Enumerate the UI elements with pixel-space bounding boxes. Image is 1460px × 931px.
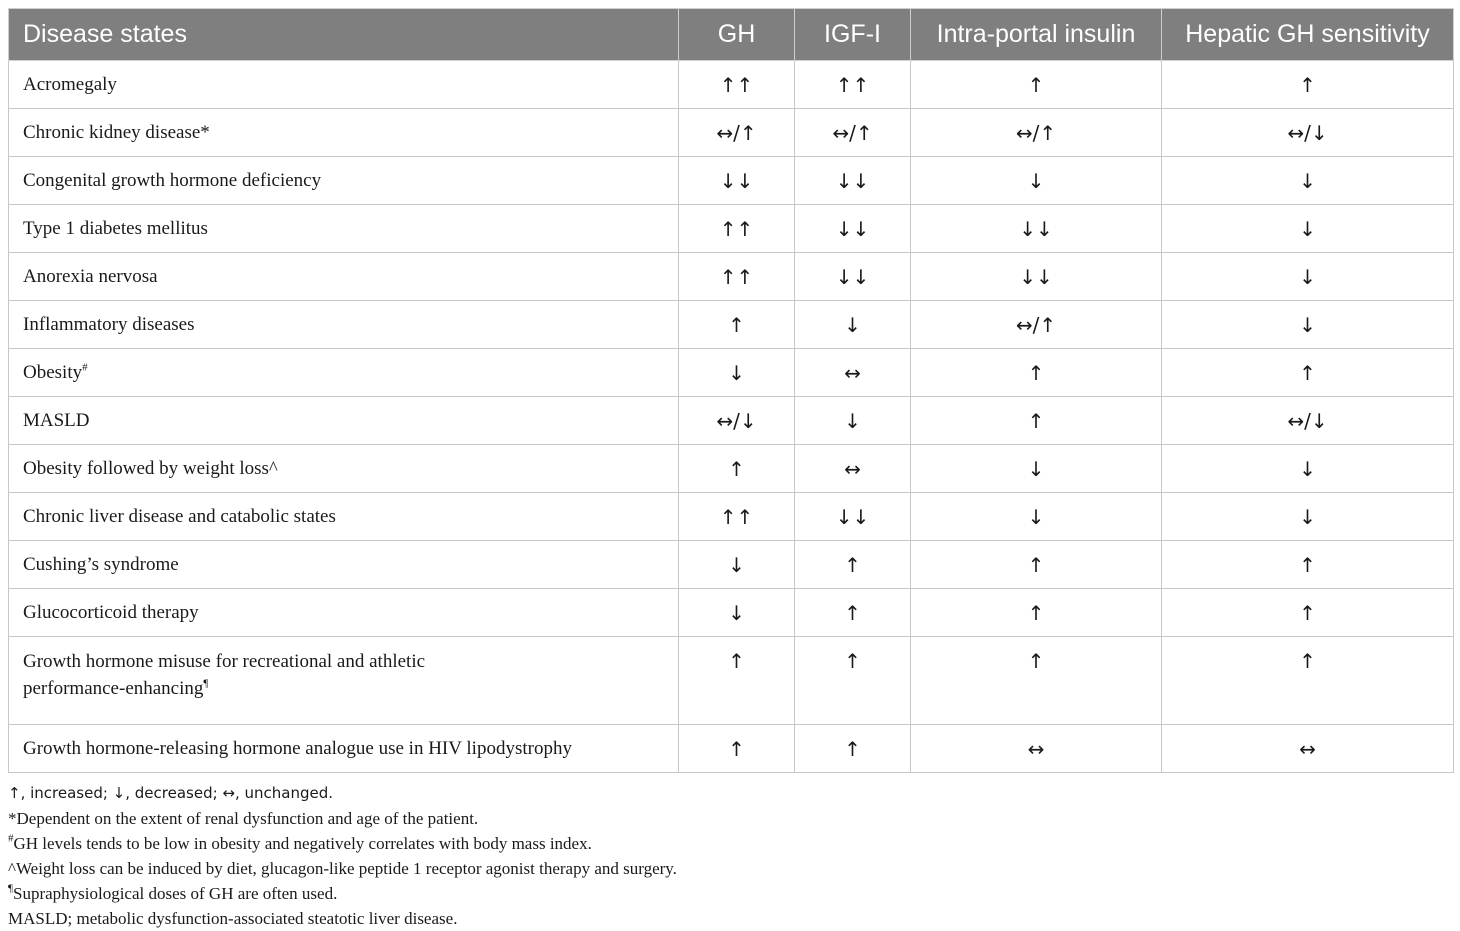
table-row [9,541,1454,589]
igf1-value: ↑ [795,541,911,589]
table-footnotes [8,781,1453,931]
insulin-value: ↓ [911,157,1162,205]
table-row [9,253,1454,301]
disease-name: Obesity followed by weight loss^ [9,445,679,493]
footnote-misuse: ¶Supraphysiological doses of GH are often used. [8,882,338,903]
sensitivity-value: ↑ [1162,589,1454,637]
igf1-value: ↑ [795,725,911,773]
sensitivity-value: ↑ [1162,61,1454,109]
insulin-value: ↑ [911,637,1162,725]
insulin-value: ↑ [911,61,1162,109]
gh-value: ↓ [679,349,795,397]
header-disease-states: Disease states [9,9,679,61]
sensitivity-value: ↔/↓ [1162,397,1454,445]
insulin-value: ↔ [911,725,1162,773]
table-row [9,205,1454,253]
gh-value: ↑↑ [679,493,795,541]
table-row [9,109,1454,157]
disease-name: Cushing’s syndrome [9,541,679,589]
sensitivity-value: ↓ [1162,205,1454,253]
footnote-legend: ↑, increased; ↓, decreased; ↔, unchanged. [8,784,334,802]
sensitivity-value: ↓ [1162,493,1454,541]
igf1-value: ↑ [795,637,911,725]
disease-name: Growth hormone misuse for recreational and athletic performance-enhancing¶ [9,637,679,725]
insulin-value: ↑ [911,349,1162,397]
insulin-value: ↓↓ [911,205,1162,253]
insulin-value: ↓ [911,445,1162,493]
gh-value: ↓ [679,541,795,589]
disease-name: Anorexia nervosa [9,253,679,301]
sensitivity-value: ↔ [1162,725,1454,773]
disease-name: Growth hormone-releasing hormone analogue use in HIV lipodystrophy [9,725,679,773]
gh-value: ↑↑ [679,205,795,253]
footnote-masld: MASLD; metabolic dysfunction-associated steatotic liver disease. [8,909,458,928]
disease-name: Glucocorticoid therapy [9,589,679,637]
sensitivity-value: ↔/↓ [1162,109,1454,157]
igf1-value: ↔/↑ [795,109,911,157]
gh-value: ↓ [679,589,795,637]
sensitivity-value: ↓ [1162,253,1454,301]
sensitivity-value: ↑ [1162,541,1454,589]
disease-name: Congenital growth hormone deficiency [9,157,679,205]
table-row [9,445,1454,493]
header-igf1: IGF-I [795,9,911,61]
disease-name: Acromegaly [9,61,679,109]
footnote-kidney: *Dependent on the extent of renal dysfunction and age of the patient. [8,809,479,828]
igf1-value: ↓↓ [795,205,911,253]
table-row [9,349,1454,397]
insulin-value: ↑ [911,589,1162,637]
footnote-mark: * [200,121,210,143]
igf1-value: ↓ [795,397,911,445]
sensitivity-value: ↑ [1162,349,1454,397]
gh-value: ↑ [679,301,795,349]
footnote-mark: # [82,360,88,373]
igf1-value: ↓↓ [795,493,911,541]
header-hepatic-gh-sensitivity: Hepatic GH sensitivity [1162,9,1454,61]
table-row [9,637,1454,725]
insulin-value: ↑ [911,397,1162,445]
sensitivity-value: ↓ [1162,157,1454,205]
igf1-value: ↓↓ [795,157,911,205]
table-row [9,589,1454,637]
gh-value: ↑ [679,445,795,493]
disease-states-table [8,8,1454,773]
disease-name: MASLD [9,397,679,445]
header-gh: GH [679,9,795,61]
igf1-value: ↑ [795,589,911,637]
insulin-value: ↓↓ [911,253,1162,301]
table-row [9,301,1454,349]
insulin-value: ↑ [911,541,1162,589]
gh-value: ↔/↓ [679,397,795,445]
footnote-weight-loss: ^Weight loss can be induced by diet, glucagon-like peptide 1 receptor agonist therapy and surgery. [8,859,677,878]
footnote-obesity: #GH levels tends to be low in obesity and negatively correlates with body mass index. [8,832,592,853]
sensitivity-value: ↓ [1162,445,1454,493]
table-container [8,8,1453,931]
igf1-value: ↓ [795,301,911,349]
sensitivity-value: ↑ [1162,637,1454,725]
gh-value: ↑↑ [679,253,795,301]
footnote-mark: ¶ [203,677,209,690]
insulin-value: ↔/↑ [911,301,1162,349]
gh-value: ↑ [679,725,795,773]
igf1-value: ↔ [795,445,911,493]
table-row [9,157,1454,205]
disease-name: Type 1 diabetes mellitus [9,205,679,253]
header-intra-portal-insulin: Intra-portal insulin [911,9,1162,61]
disease-name: Chronic kidney disease* [9,109,679,157]
igf1-value: ↓↓ [795,253,911,301]
disease-name: Inflammatory diseases [9,301,679,349]
disease-name: Chronic liver disease and catabolic states [9,493,679,541]
insulin-value: ↔/↑ [911,109,1162,157]
table-row [9,397,1454,445]
gh-value: ↑↑ [679,61,795,109]
header-row [9,9,1454,61]
insulin-value: ↓ [911,493,1162,541]
igf1-value: ↔ [795,349,911,397]
table-row [9,493,1454,541]
gh-value: ↔/↑ [679,109,795,157]
table-row [9,61,1454,109]
gh-value: ↓↓ [679,157,795,205]
sensitivity-value: ↓ [1162,301,1454,349]
igf1-value: ↑↑ [795,61,911,109]
gh-value: ↑ [679,637,795,725]
disease-name: Obesity# [9,349,679,397]
table-row [9,725,1454,773]
